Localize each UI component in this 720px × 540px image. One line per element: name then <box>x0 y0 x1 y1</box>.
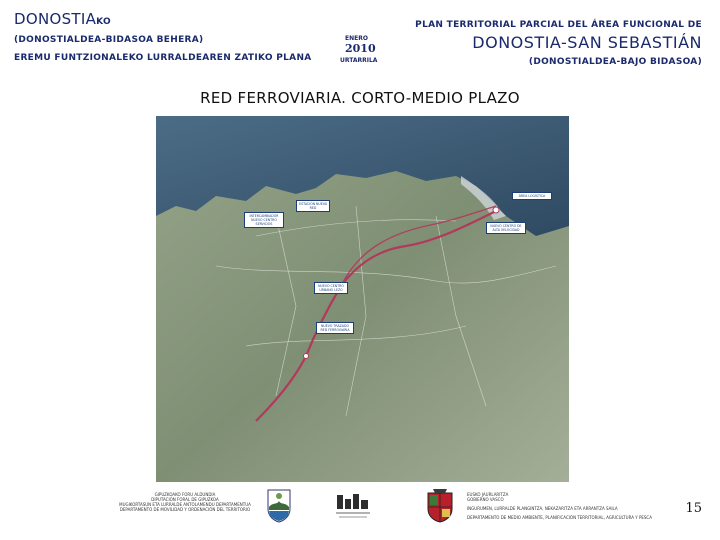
footer-right-line: INGURUMEN, LURRALDE PLANGINTZA, NEKAZARITZA ETA ARRANTZA SAILA <box>467 506 618 511</box>
header-right-line-1: PLAN TERRITORIAL PARCIAL DEL ÁREA FUNCIONAL DE <box>415 20 702 30</box>
footer-right-line: GOBIERNO VASCO <box>467 497 504 502</box>
footer-left-line: MUGIKORTASUN ETA LURRALDE ANTOLAMENDU DEPARTAMENTUA <box>119 502 251 507</box>
footer-right-credits <box>467 492 667 520</box>
header-right-line-3: (DONOSTIALDEA-BAJO BIDASOA) <box>528 57 702 67</box>
header-left-title <box>14 10 111 28</box>
footer-left-credits <box>110 492 260 512</box>
map-graphic <box>156 116 569 482</box>
footer-left-line: GIPUZKOAKO FORU ALDUNDIA <box>154 492 216 497</box>
map-label: NUEVO CENTRO URBANO LEZO <box>314 282 348 294</box>
map-label: NUEVO CENTRO DE ALTA VELOCIDAD <box>486 222 526 234</box>
rail-network-map <box>156 116 569 482</box>
map-label: ÁREA LOGÍSTICA <box>512 192 552 200</box>
footer-right-line: DEPARTAMENTO DE MEDIO AMBIENTE, PLANIFICACIÓN TERRITORIAL, AGRICULTURA Y PESCA <box>467 515 652 520</box>
station-marker <box>493 207 499 213</box>
station-marker <box>304 354 309 359</box>
map-label: NUEVO TRAZADO RED FERROVIARIA <box>316 322 354 334</box>
basque-government-shield-icon <box>425 489 455 523</box>
header-left-title-suffix: KO <box>96 17 111 27</box>
header-right-line-2: DONOSTIA-SAN SEBASTIÁN <box>472 33 702 52</box>
footer-left-line: DEPARTAMENTO DE MOVILIDAD Y ORDENACIÓN DEL TERRITORIO <box>119 507 251 512</box>
footer-left-line: DIPUTACIÓN FORAL DE GIPUZKOA <box>151 497 219 502</box>
map-label: ESTACIÓN NUEVA RED <box>296 200 330 212</box>
header-left-title-text: DONOSTIA <box>14 10 97 28</box>
header-left-subtitle-2: EREMU FUNTZIONALEKO LURRALDEAREN ZATIKO PLANA <box>14 53 312 63</box>
slide-title: RED FERROVIARIA. CORTO-MEDIO PLAZO <box>200 89 520 107</box>
header-doc-label: URTARRILA <box>340 57 378 64</box>
page-number: 15 <box>685 501 702 516</box>
header-month: ENERO <box>345 35 368 42</box>
institutional-logo-icon <box>334 491 372 523</box>
header-year: 2010 <box>345 42 376 55</box>
gipuzkoa-coat-of-arms-icon <box>267 489 291 523</box>
footer-right-line: EUSKO JAURLARITZA <box>467 492 509 497</box>
map-label: INTERCAMBIADOR NUEVO CENTRO SERVICIOS <box>244 212 284 228</box>
header-left-subtitle-1: (DONOSTIALDEA-BIDASOA BEHERA) <box>14 35 204 45</box>
